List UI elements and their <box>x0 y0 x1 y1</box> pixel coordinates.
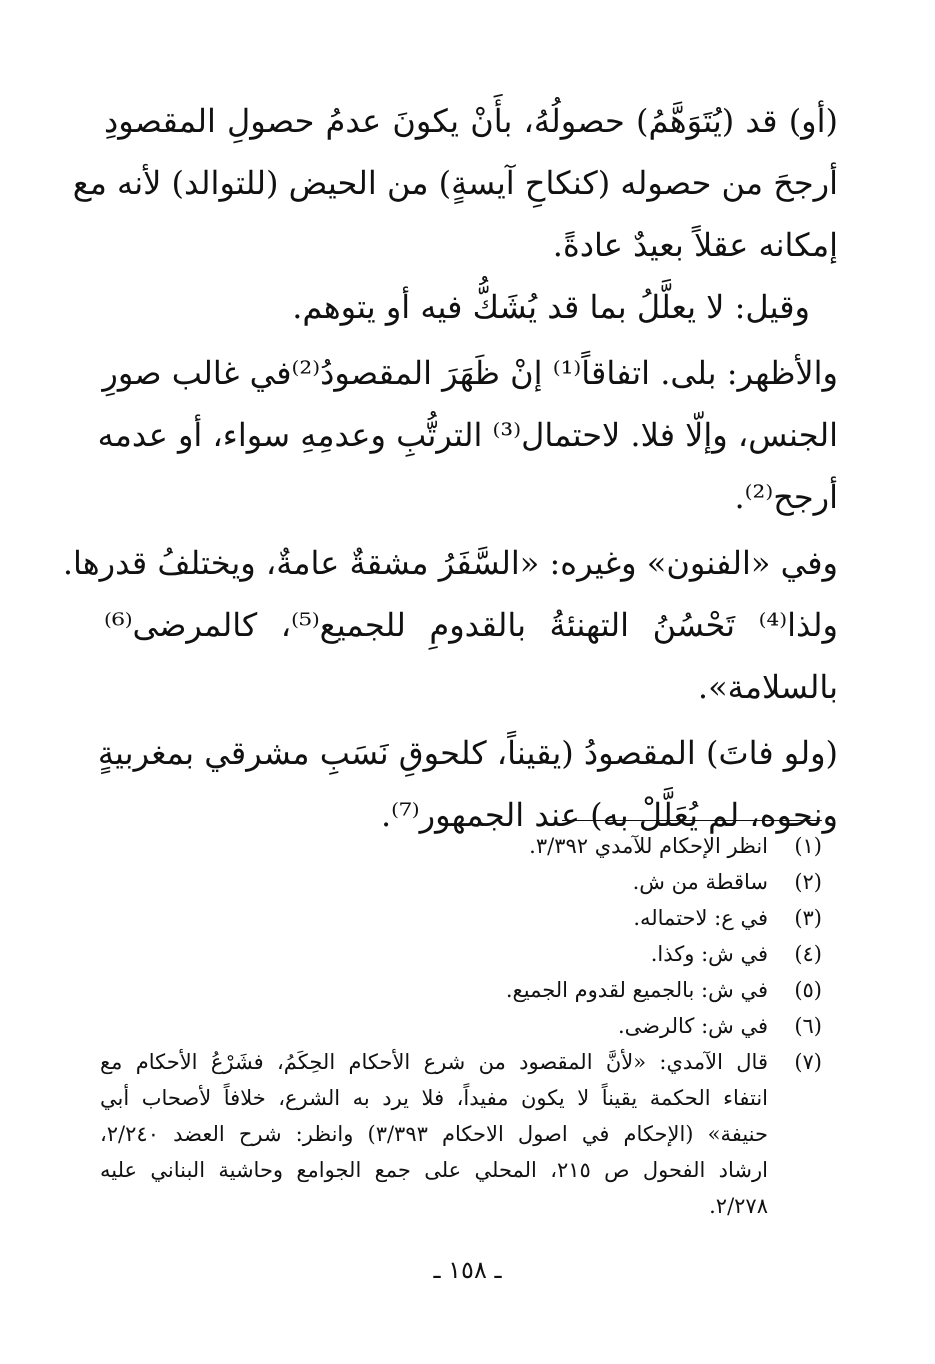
text-line: ونحوه، لم يُعَلَّلْ به) عند الجمهور⁽⁷⁾. <box>380 796 838 834</box>
footnote-text: ارشاد الفحول ص ٢١٥، المحلي على جمع الجوامع وحاشية البناني عليه <box>100 1158 768 1182</box>
footnote-number: (١) <box>794 834 822 858</box>
text-line: أرجح⁽²⁾. <box>734 478 838 516</box>
footnote-text: قال الآمدي: «لأنَّ المقصود من شرع الأحكام الحِكَمُ، فشَرْعُ الأحكام مع <box>100 1050 768 1074</box>
footnote-number: (٣) <box>794 906 822 930</box>
footnote-text: ساقطة من ش. <box>632 870 768 894</box>
footnote <box>100 972 822 1008</box>
paragraph-3 <box>97 342 838 528</box>
text-line: إمكانه عقلاً بعيدٌ عادةً. <box>552 226 838 264</box>
text-line: وفي «الفنون» وغيره: «السَّفَرُ مشقةٌ عامةٌ، ويختلفُ قدرها. <box>62 544 838 582</box>
footnote <box>100 936 822 972</box>
footnote-text: حنيفة» (الإحكام في اصول الاحكام ٣/٣٩٣) وانظر: شرح العضد ٢/٢٤٠، <box>100 1122 768 1146</box>
page-number: ـ ١٥٨ ـ <box>433 1256 502 1284</box>
footnote <box>100 864 822 900</box>
main-text <box>62 90 838 846</box>
footnote-text: في ع: لاحتماله. <box>633 906 768 930</box>
text-line: (أو) قد (يُتَوَهَّمُ) حصولُهُ، بأَنْ يكونَ عدمُ حصولِ المقصودِ <box>104 102 838 140</box>
footnotes <box>100 828 822 1224</box>
footnote <box>100 900 822 936</box>
paragraph-1 <box>72 90 838 276</box>
text-line: والأظهر: بلى. اتفاقاً⁽¹⁾ إنْ ظَهَرَ المقصودُ⁽²⁾في غالب صورِ <box>102 354 838 392</box>
text-line: بالسلامة». <box>697 668 838 706</box>
footnote-number: (٤) <box>794 942 822 966</box>
text-line: ولذا⁽⁴⁾ تَحْسُنُ التهنئةُ بالقدومِ للجميع⁽⁵⁾، كالمرضى⁽⁶⁾ <box>104 606 838 644</box>
footnote-text: انظر الإحكام للآمدي ٣/٣٩٢. <box>529 834 768 858</box>
text-line: أرجحَ من حصوله (كنكاحِ آيسةٍ) من الحيض (للتوالد) لأنه مع <box>72 164 838 202</box>
text-line: (ولو فاتَ) المقصودُ (يقيناً، كلحوقِ نَسَبِ مشرقي بمغربيةٍ <box>97 734 838 772</box>
footnote-text: في ش: بالجميع لقدوم الجميع. <box>505 978 768 1002</box>
footnote-number: (٥) <box>794 978 822 1002</box>
paragraph-4 <box>62 532 838 718</box>
footnote <box>100 828 822 864</box>
footnote-number: (٧) <box>794 1050 822 1074</box>
footnote-number: (٦) <box>794 1014 822 1038</box>
footnote <box>100 1044 822 1224</box>
footnote-number: (٢) <box>794 870 822 894</box>
text-line: وقيل: لا يعلَّلُ بما قد يُشَكُّ فيه أو يتوهم. <box>292 288 810 326</box>
footnote <box>100 1008 822 1044</box>
footnote-text: انتفاء الحكمة يقيناً لا يكون مفيداً، فلا يرد به الشرع، خلافاً لأصحاب أبي <box>100 1086 768 1110</box>
footnote-text: ٢/٢٧٨. <box>709 1194 768 1218</box>
footnote-separator <box>562 820 822 821</box>
footnote-text: في ش: كالرضى. <box>618 1014 768 1038</box>
footnote-text: في ش: وكذا. <box>650 942 768 966</box>
paragraph-2 <box>104 276 838 338</box>
text-line: الجنس، وإلّا فلا. لاحتمال⁽³⁾ الترتُّبِ وعدمِهِ سواء، أو عدمه <box>97 416 838 454</box>
